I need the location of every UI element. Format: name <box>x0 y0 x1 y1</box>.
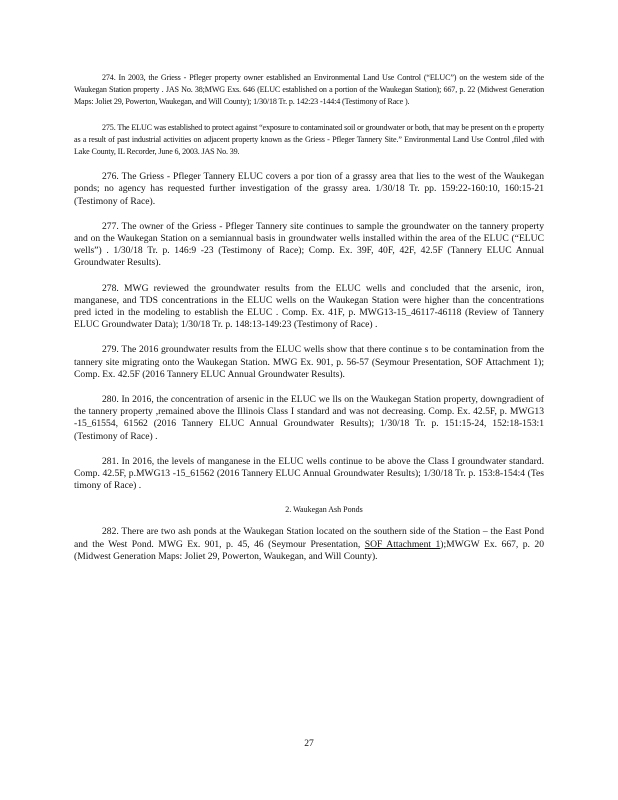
paragraph-274: 274. In 2003, the Griess - Pfleger property owner established an Environmental Land Use Control (“ELUC”) on the western side of the Waukegan Station property . JAS No. 38;MWG Exs. 646 (ELUC established on a portion of the Waukegan Station); 667, p. 22 (Midwest Generation Maps: Joliet 29, Powerton, Waukegan, and Will County); 1/30/18 Tr. p. 142:23 -144:4 (Testimony of Race ). <box>74 73 544 107</box>
sof-attachment-link[interactable]: SOF Attachment 1 <box>364 538 441 550</box>
section-heading: 2. Waukegan Ash Ponds <box>285 505 363 515</box>
paragraph-281: 281. In 2016, the levels of manganese in the ELUC wells continue to be above the Class I groundwater standard. Comp. 42.5F, p.MWG13 -15_61562 (2016 Tannery ELUC Annual Groundwater Results); 1/30/18 Tr. p. 153:8-154:4 (Tes timony of Race) . <box>74 455 544 492</box>
document-page <box>74 72 544 576</box>
page-number: 27 <box>304 738 314 749</box>
paragraph-282-text-end: );MWGW Ex. 667, p. 20 (Midwest Generation Maps: Joliet 29, Powerton, Waukegan, and Will County). <box>74 538 545 562</box>
paragraph-279: 279. The 2016 groundwater results from the ELUC wells show that there continue s to be contamination from the tannery site migrating onto the Waukegan Station. MWG Ex. 901, p. 56-57 (Seymour Presentation, SOF Attachment 1); Comp. Ex. 42.5F (2016 Tannery ELUC Annual Groundwater Results). <box>74 344 544 380</box>
paragraph-278: 278. MWG reviewed the groundwater results from the ELUC wells and concluded that the arsenic, iron, manganese, and TDS concentrations in the ELUC wells on the Waukegan Station were higher than the concentrations pred icted in the modeling to establish the ELUC . Comp. Ex. 41F, p. MWG13-15_46117-46118 (Review of Tannery ELUC Groundwater Data); 1/30/18 Tr. p. 148:13-149:23 (Testimony of Race) . <box>74 282 544 331</box>
paragraph-277: 277. The owner of the Griess - Pfleger Tannery site continues to sample the groundwater on the tannery property and on the Waukegan Station on a semiannual basis in groundwater wells installed within the area of the ELUC (“ELUC wells”) . 1/30/18 Tr. p. 146:9 -23 (Testimony of Race); Comp. Ex. 39F, 40F, 42F, 42.5F (Tannery ELUC Annual Groundwater Results). <box>74 220 544 269</box>
paragraph-276: 276. The Griess - Pfleger Tannery ELUC covers a por tion of a grassy area that lies to the west of the Waukegan ponds; no agency has requested further investigation of the grassy area. 1/30/18 Tr. pp. 159:22-160:10, 160:15-21 (Testimony of Race). <box>74 171 544 207</box>
paragraph-280: 280. In 2016, the concentration of arsenic in the ELUC we lls on the Waukegan Station property, downgradient of the tannery property ,remained above the Illinois Class I standard and was not decreasing. Comp. Ex. 42.5F, p. MWG13 -15_61554, 61562 (2016 Tannery ELUC Annual Groundwater Results); 1/30/18 Tr. p. 151:15-24, 152:18-153:1 (Testimony of Race) . <box>74 394 544 442</box>
paragraph-282 <box>74 526 544 563</box>
paragraph-275: 275. The ELUC was established to protect against “exposure to contaminated soil or groundwater or both, that may be present on th e property as a result of past industrial activities on adjacent property known as the Griess - Pfleger Tannery Site.” Environmental Land Use Control ,filed with Lake County, IL Recorder, June 6, 2003. JAS No. 39. <box>74 122 544 157</box>
paragraph-282-text-start: 282. There are two ash ponds at the Waukegan Station located on the southern side of the Station – the East Pond and the West Pond. MWG Ex. 901, p. 45, 46 (Seymour Presentation, <box>74 526 544 550</box>
